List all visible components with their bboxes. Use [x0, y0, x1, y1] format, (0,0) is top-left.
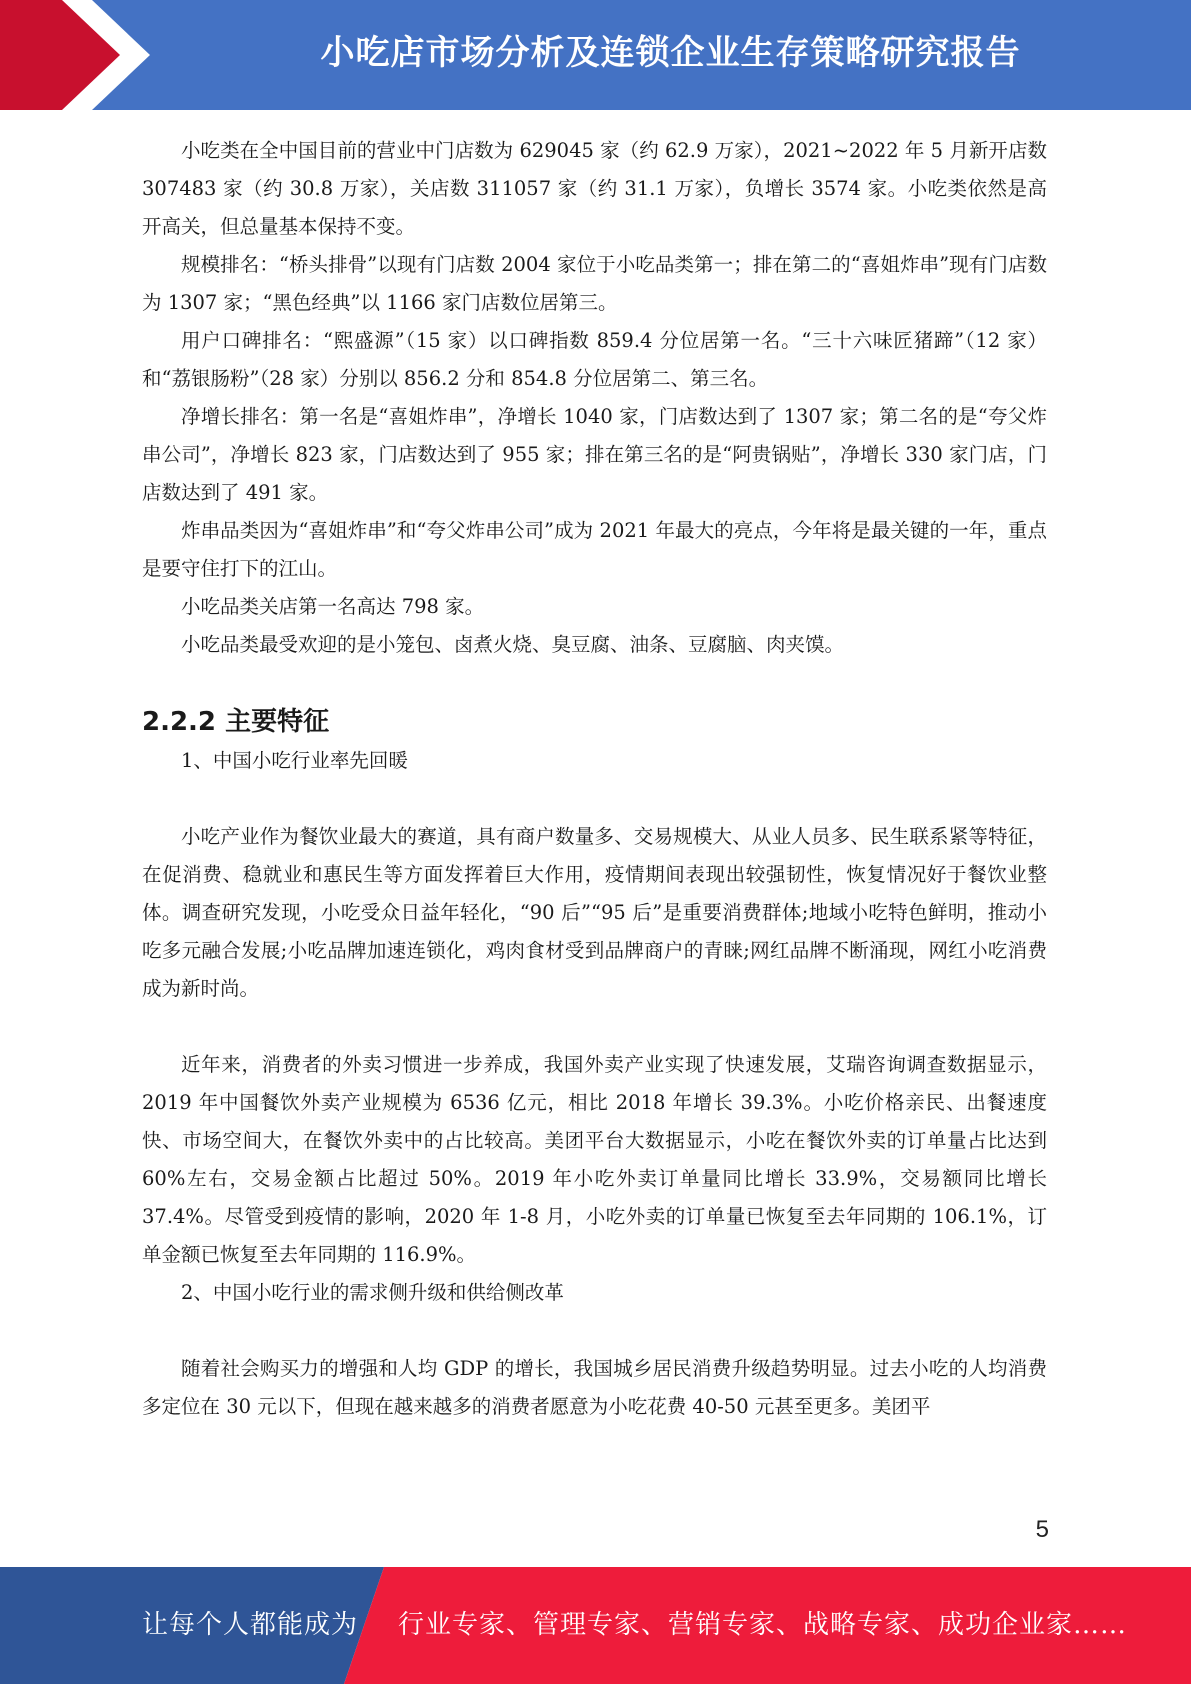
paragraph-closures: 小吃品类关店第一名高达 798 家。	[181, 595, 485, 618]
footer-slogan-left: 让每个人都能成为	[142, 1610, 359, 1640]
page-header	[0, 0, 1191, 110]
paragraph-scale-ranking: 规模排名：“桥头排骨”以现有门店数 2004 家位于小吃品类第一；排在第二的“喜姐炸串”现有门店数为 1307 家；“黑色经典”以 1166 家门店数位居第三。	[142, 253, 1047, 314]
header-arrow-decoration	[0, 0, 160, 110]
document-body	[142, 132, 1047, 1426]
paragraph-popular-snacks: 小吃品类最受欢迎的是小笼包、卤煮火烧、臭豆腐、油条、豆腐脑、肉夹馍。	[181, 633, 845, 656]
paragraph-delivery-growth: 近年来，消费者的外卖习惯进一步养成，我国外卖产业实现了快速发展，艾瑞咨询调查数据显示，2019 年中国餐饮外卖产业规模为 6536 亿元，相比 2018 年增长 39.3%。小吃价格亲民、出餐速度快、市场空间大，在餐饮外卖中的占比较高。美团平台大数据显示，小吃在餐饮外卖的订单量占比达到 60%左右，交易金额占比超过 50%。2019 年小吃外卖订单量同比增长 33.9%，交易额同比增长 37.4%。尽管受到疫情的影响，2020 年 1-8 月，小吃外卖的订单量已恢复至去年同期的 106.1%，订单金额已恢复至去年同期的 116.9%。	[142, 1053, 1047, 1266]
sub-heading-demand-supply: 2、中国小吃行业的需求侧升级和供给侧改革	[181, 1281, 564, 1304]
sub-heading-recovery: 1、中国小吃行业率先回暖	[181, 749, 408, 772]
paragraph-reputation-ranking: 用户口碑排名：“熙盛源”（15 家）以口碑指数 859.4 分位居第一名。“三十六味匠猪蹄”（12 家）和“荔银肠粉”（28 家）分别以 856.2 分和 854.8 分位居第二、第三名。	[142, 329, 1047, 390]
section-heading: 2.2.2 主要特征	[142, 707, 330, 737]
page-footer	[0, 1567, 1191, 1684]
paragraph-industry-features: 小吃产业作为餐饮业最大的赛道，具有商户数量多、交易规模大、从业人员多、民生联系紧等特征，在促消费、稳就业和惠民生等方面发挥着巨大作用，疫情期间表现出较强韧性，恢复情况好于餐饮业整体。调查研究发现，小吃受众日益年轻化，“90 后”“95 后”是重要消费群体;地域小吃特色鲜明，推动小吃多元融合发展;小吃品牌加速连锁化，鸡肉食材受到品牌商户的青睐;网红品牌不断涌现，网红小吃消费成为新时尚。	[142, 825, 1047, 1000]
header-title: 小吃店市场分析及连锁企业生存策略研究报告	[320, 33, 1021, 73]
footer-slogan-right: 行业专家、管理专家、营销专家、战略专家、成功企业家……	[398, 1610, 1128, 1640]
paragraph-skewer-category: 炸串品类因为“喜姐炸串”和“夸父炸串公司”成为 2021 年最大的亮点，今年将是最关键的一年，重点是要守住打下的江山。	[142, 519, 1047, 580]
paragraph-net-growth-ranking: 净增长排名：第一名是“喜姐炸串”，净增长 1040 家，门店数达到了 1307 家；第二名的是“夸父炸串公司”，净增长 823 家，门店数达到了 955 家；排在第三名的是“阿贵锅贴”，净增长 330 家门店，门店数达到了 491 家。	[142, 405, 1047, 504]
page-number: 5	[1035, 1516, 1049, 1543]
paragraph-consumption-upgrade: 随着社会购买力的增强和人均 GDP 的增长，我国城乡居民消费升级趋势明显。过去小吃的人均消费多定位在 30 元以下，但现在越来越多的消费者愿意为小吃花费 40-50 元甚至更多。美团平	[142, 1357, 1047, 1418]
paragraph-store-count: 小吃类在全中国目前的营业中门店数为 629045 家（约 62.9 万家），2021~2022 年 5 月新开店数 307483 家（约 30.8 万家），关店数 311057 家（约 31.1 万家），负增长 3574 家。小吃类依然是高开高关，但总量基本保持不变。	[142, 139, 1047, 238]
